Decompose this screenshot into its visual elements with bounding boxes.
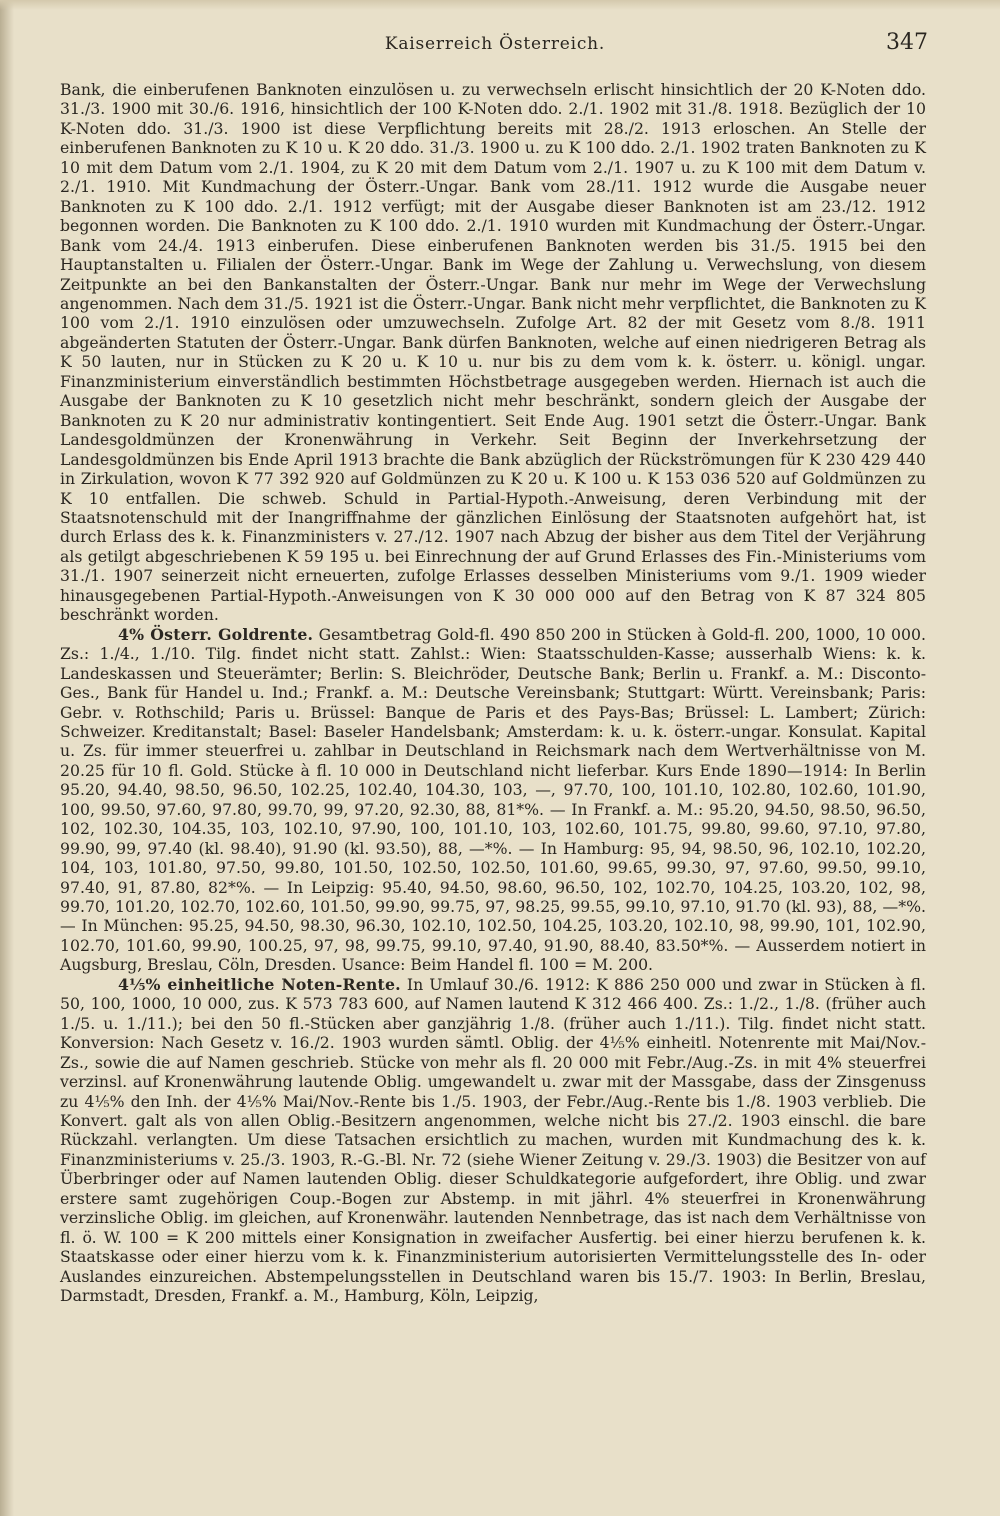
page-top-shadow [0, 0, 1000, 10]
section-heading: 4% Österr. Goldrente. [118, 624, 314, 644]
paragraph-banknotes [60, 80, 926, 625]
body-text [60, 80, 926, 1306]
paragraph-text: Bank, die einberufenen Banknoten einzulösen u. zu verwechseln erlischt hinsichtlich der 20 K-Noten ddo. 31./3. 1900 mit 30./6. 1916, hinsichtlich der 100 K-Noten ddo. 2./1. 1902 mit 31./8. 1918. Bezüglich der 10 K-Noten ddo. 31./3. 1900 ist diese Verpflichtung bereits mit 28./2. 1913 erloschen. An Stelle der einberufenen Banknoten zu K 10 u. K 20 ddo. 31./3. 1900 u. zu K 100 ddo. 2./1. 1902 traten Banknoten zu K 10 mit dem Datum vom 2./1. 1904, zu K 20 mit dem Datum vom 2./1. 1907 u. zu K 100 mit dem Datum v. 2./1. 1910. Mit Kundmachung der Österr.-Ungar. Bank vom 28./11. 1912 wurde die Ausgabe neuer Banknoten zu K 100 ddo. 2./1. 1912 verfügt; mit der Ausgabe dieser Banknoten ist am 23./12. 1912 begonnen worden. Die Banknoten zu K 100 ddo. 2./1. 1910 wurden mit Kundmachung der Österr.-Ungar. Bank vom 24./4. 1913 einberufen. Diese einberufenen Banknoten werden bis 31./5. 1915 bei den Hauptanstalten u. Filialen der Österr.-Ungar. Bank im Wege der Zahlung u. Verwechslung, von diesem Zeitpunkte an bei den Bankanstalten der Österr.-Ungar. Bank nur mehr im Wege der Verwechslung angenommen. Nach dem 31./5. 1921 ist die Österr.-Ungar. Bank nicht mehr verpflichtet, die Banknoten zu K 100 vom 2./1. 1910 einzulösen oder umzuwechseln. Zufolge Art. 82 der mit Gesetz vom 8./8. 1911 abgeänderten Statuten der Österr.-Ungar. Bank dürfen Banknoten, welche auf einen niedrigeren Betrag als K 50 lauten, nur in Stücken zu K 20 u. K 10 u. nur bis zu dem vom k. k. österr. u. königl. ungar. Finanzministerium einverständlich bestimmten Höchstbetrage ausgegeben werden. Hiernach ist auch die Ausgabe der Banknoten zu K 10 gesetzlich nicht mehr beschränkt, sondern gleich der Ausgabe der Banknoten zu K 20 nur administrativ kontingentiert. Seit Ende Aug. 1901 setzt die Österr.-Ungar. Bank Landesgoldmünzen der Kronenwährung in Verkehr. Seit Beginn der Inverkehrsetzung der Landesgoldmünzen bis Ende April 1913 brachte die Bank abzüglich der Rückströmungen für K 230 429 440 in Zirkulation, wovon K 77 392 920 auf Goldmünzen zu K 20 u. K 100 u. K 153 036 520 auf Goldmünzen zu K 10 entfallen. Die schweb. Schuld in Partial-Hypoth.-Anweisung, deren Verbindung mit der Staatsnotenschuld mit der Inangriffnahme der gänzlichen Einlösung der Staatsnoten aufgehört hat, ist durch Erlass des k. k. Finanzministers v. 27./12. 1907 nach Abzug der bisher aus dem Titel der Verjährung als getilgt abgeschriebenen K 59 195 u. bei Einrechnung der auf Grund Erlasses des Fin.-Ministeriums vom 31./1. 1907 seinerzeit nicht erneuerten, zufolge Erlasses desselben Ministeriums vom 9./1. 1909 wieder hinausgegebenen Partial-Hypoth.-Anweisungen von K 30 000 000 auf den Betrag von K 87 324 805 beschränkt worden. [60, 80, 926, 625]
paragraph-text: In Umlauf 30./6. 1912: K 886 250 000 und zwar in Stücken à fl. 50, 100, 1000, 10 000, zus. K 573 783 600, auf Namen lautend K 312 466 400. Zs.: 1./2., 1./8. (früher auch 1./5. u. 1./11.); bei den 50 fl.-Stücken aber ganzjährig 1./8. (früher auch 1./11.). Tilg. findet nicht statt. Konversion: Nach Gesetz v. 16./2. 1903 wurden sämtl. Oblig. der 4⅕% einheitl. Notenrente mit Mai/Nov.-Zs., sowie die auf Namen geschrieb. Stücke von mehr als fl. 20 000 mit Febr./Aug.-Zs. in mit 4% steuerfrei verzinsl. auf Kronenwährung lautende Oblig. umgewandelt u. zwar mit der Massgabe, dass der Zinsgenuss zu 4⅕% den Inh. der 4⅕% Mai/Nov.-Rente bis 1./5. 1903, der Febr./Aug.-Rente bis 1./8. 1903 verblieb. Die Konvert. galt als von allen Oblig.-Besitzern angenommen, welche nicht bis 27./2. 1903 einschl. die bare Rückzahl. verlangten. Um diese Tatsachen ersichtlich zu machen, wurden mit Kundmachung des k. k. Finanzministeriums v. 25./3. 1903, R.-G.-Bl. Nr. 72 (siehe Wiener Zeitung v. 29./3. 1903) die Besitzer von auf Überbringer oder auf Namen lautenden Oblig. dieser Schuldkategorie aufgefordert, ihre Oblig. und zwar erstere samt zugehörigen Coup.-Bogen zur Abstemp. in mit jährl. 4% steuerfrei in Kronenwährung verzinsliche Oblig. im gleichen, auf Kronenwähr. lautenden Nennbetrage, das ist nach dem Verhältnisse von fl. ö. W. 100 = K 200 mittels einer Konsignation in zweifacher Ausfertig. bei einer hierzu berufenen k. k. Staatskasse oder einer hierzu vom k. k. Finanzministerium autorisierten Vermittelungsstelle des In- oder Auslandes einzureichen. Abstempelungsstellen in Deutschland waren bis 15./7. 1903: In Berlin, Breslau, Darmstadt, Dresden, Frankf. a. M., Hamburg, Köln, Leipzig, [60, 974, 926, 1306]
section-heading: 4⅕% einheitliche Noten-Rente. [118, 974, 401, 994]
paragraph-goldrente [60, 625, 926, 975]
running-title: Kaiserreich Österreich. [384, 34, 606, 54]
paragraph-noten-rente [60, 975, 926, 1306]
page-edge-shadow [0, 0, 14, 1516]
page-header [62, 30, 928, 60]
page-number: 347 [886, 30, 928, 55]
paragraph-text: Gesamtbetrag Gold-fl. 490 850 200 in Stücken à Gold-fl. 200, 1000, 10 000. Zs.: 1./4., 1./10. Tilg. findet nicht statt. Zahlst.: Wien: Staatsschulden-Kasse; ausserhalb Wiens: k. k. Landeskassen und Steuerämter; Berlin: S. Bleichröder, Deutsche Bank; Berlin u. Frankf. a. M.: Disconto-Ges., Bank für Handel u. Ind.; Frankf. a. M.: Deutsche Vereinsbank; Stuttgart: Württ. Vereinsbank; Paris: Gebr. v. Rothschild; Paris u. Brüssel: Banque de Paris et des Pays-Bas; Brüssel: L. Lambert; Zürich: Schweizer. Kreditanstalt; Basel: Baseler Handelsbank; Amsterdam: k. u. k. österr.-ungar. Konsulat. Kapital u. Zs. für immer steuerfrei u. zahlbar in Deutschland in Reichsmark nach dem Wertverhältnisse von M. 20.25 für 10 fl. Gold. Stücke à fl. 10 000 in Deutschland nicht lieferbar. Kurs Ende 1890—1914: In Berlin 95.20, 94.40, 98.50, 96.50, 102.25, 102.40, 104.30, 103, —, 97.70, 100, 101.10, 102.80, 102.60, 101.90, 100, 99.50, 97.60, 97.80, 99.70, 99, 97.20, 92.30, 88, 81*%. — In Frankf. a. M.: 95.20, 94.50, 98.50, 96.50, 102, 102.30, 104.35, 103, 102.10, 97.90, 100, 101.10, 103, 102.60, 101.75, 99.80, 99.60, 97.10, 97.80, 99.90, 99, 97.40 (kl. 98.40), 91.90 (kl. 93.50), 88, —*%. — In Hamburg: 95, 94, 98.50, 96, 102.10, 102.20, 104, 103, 101.80, 97.50, 99.80, 101.50, 102.50, 102.50, 101.60, 99.65, 99.30, 97, 97.60, 99.50, 99.10, 97.40, 91, 87.80, 82*%. — In Leipzig: 95.40, 94.50, 98.60, 96.50, 102, 102.70, 104.25, 103.20, 102, 98, 99.70, 101.20, 102.70, 102.60, 101.50, 99.90, 99.75, 97, 98.25, 99.55, 99.10, 97.10, 91.70 (kl. 93), 88, —*%. — In München: 95.25, 94.50, 98.30, 96.30, 102.10, 102.50, 104.25, 103.20, 102.10, 98, 99.90, 101, 102.90, 102.70, 101.60, 99.90, 100.25, 97, 98, 99.75, 99.10, 97.40, 91.90, 88.40, 83.50*%. — Ausserdem notiert in Augsburg, Breslau, Cöln, Dresden. Usance: Beim Handel fl. 100 = M. 200. [60, 624, 926, 975]
